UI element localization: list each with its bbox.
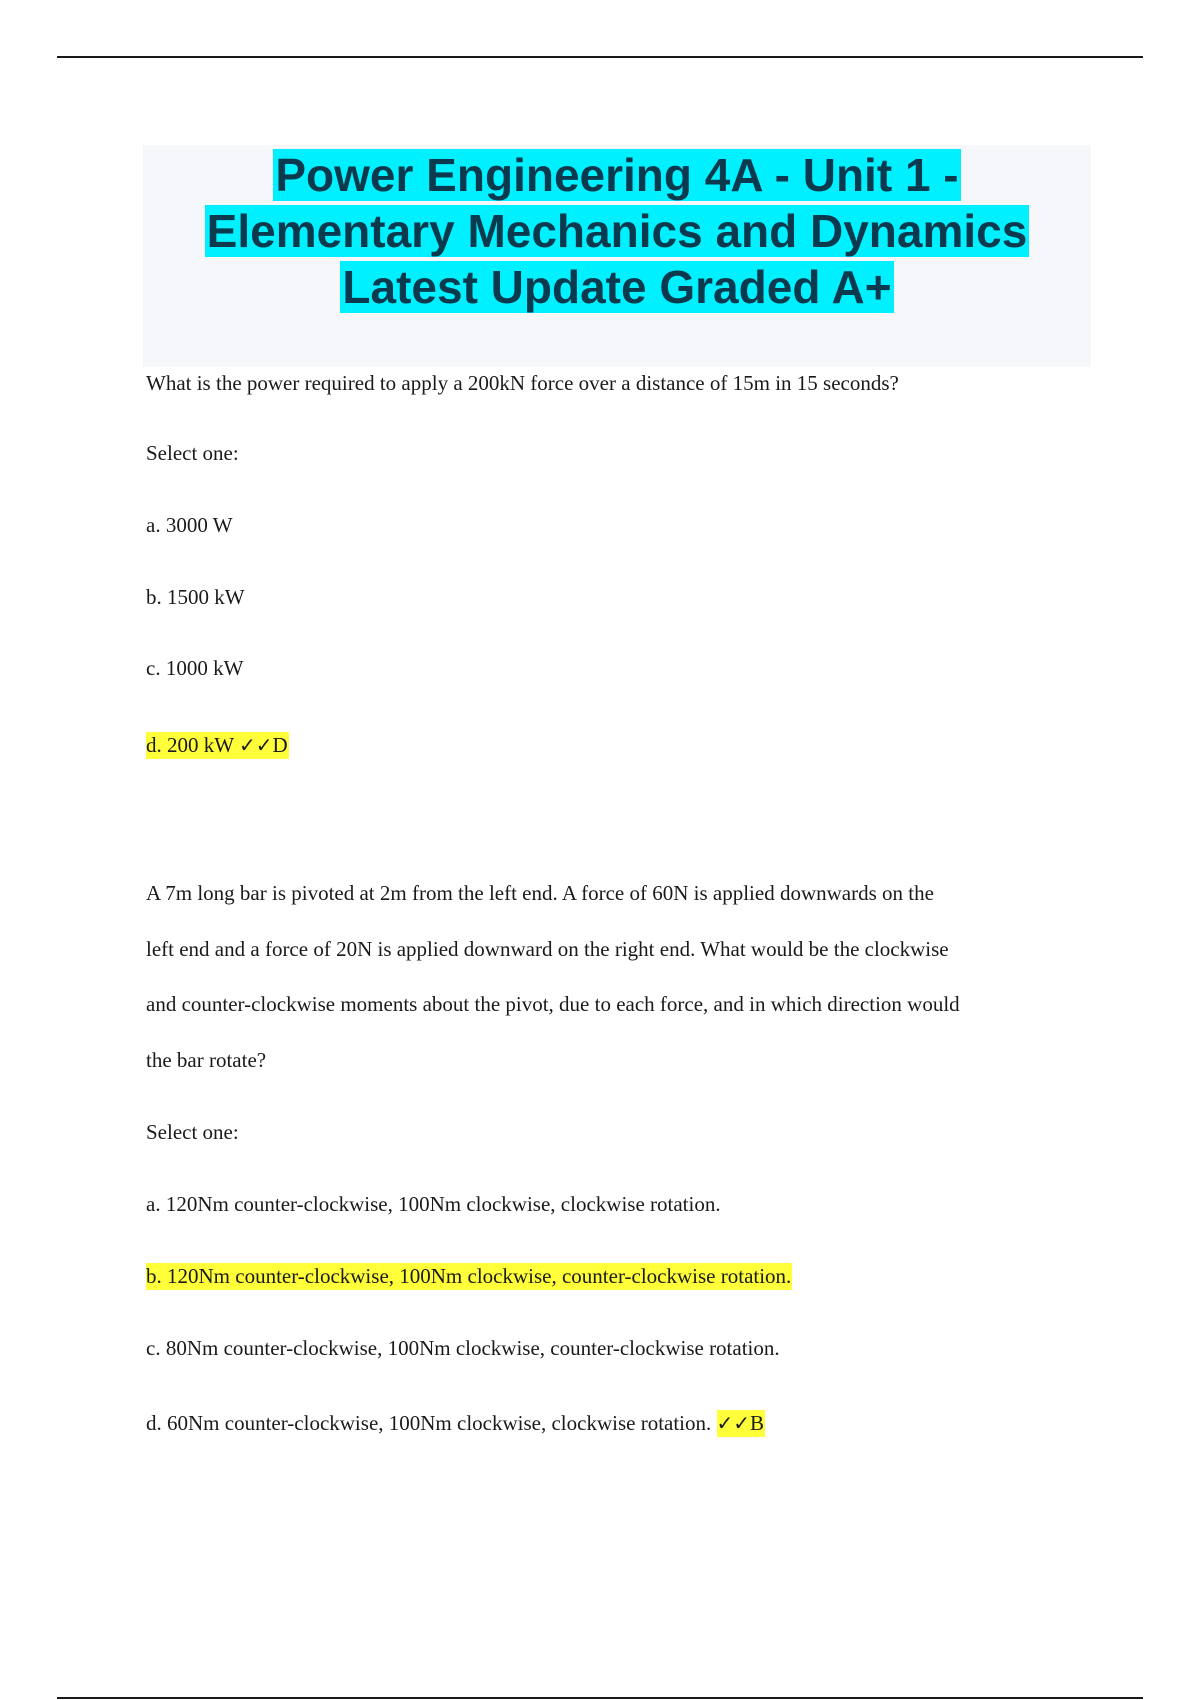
bottom-rule bbox=[57, 1697, 1143, 1699]
double-check-icon: ✓✓ bbox=[238, 733, 273, 757]
question-1-prompt: What is the power required to apply a 200kN force over a distance of 15m in 15 seconds? bbox=[146, 371, 899, 395]
double-check-icon: ✓✓ bbox=[716, 1411, 751, 1435]
question-1-select-label: Select one: bbox=[146, 441, 239, 465]
question-1-option-b: b. 1500 kW bbox=[146, 585, 245, 609]
question-2-option-b bbox=[146, 1262, 792, 1290]
title-line-2: Elementary Mechanics and Dynamics bbox=[206, 205, 1028, 257]
question-1-answer-letter: D bbox=[272, 733, 288, 757]
question-2-select-label: Select one: bbox=[146, 1120, 239, 1144]
question-2-prompt-line-4: the bar rotate? bbox=[146, 1048, 267, 1072]
question-2-option-c: c. 80Nm counter-clockwise, 100Nm clockwise, counter-clockwise rotation. bbox=[146, 1336, 780, 1360]
question-1-option-d-text: d. 200 kW bbox=[146, 733, 234, 757]
question-2-prompt-line-2: left end and a force of 20N is applied downward on the right end. What would be the clockwise bbox=[146, 937, 949, 961]
question-1-option-a: a. 3000 W bbox=[146, 513, 233, 537]
title-line-1: Power Engineering 4A - Unit 1 - bbox=[275, 149, 959, 201]
document-title bbox=[143, 147, 1091, 315]
question-2-prompt-line-1: A 7m long bar is pivoted at 2m from the left end. A force of 60N is applied downwards on the bbox=[146, 881, 934, 905]
question-1-option-c: c. 1000 kW bbox=[146, 656, 244, 680]
question-2-answer-mark bbox=[717, 1410, 766, 1437]
question-2-option-d-text: d. 60Nm counter-clockwise, 100Nm clockwise, clockwise rotation. bbox=[146, 1411, 712, 1435]
top-rule bbox=[57, 56, 1143, 58]
question-1-answer-highlight bbox=[146, 732, 289, 759]
title-line-3: Latest Update Graded A+ bbox=[342, 261, 892, 313]
question-2-answer-letter: B bbox=[750, 1411, 765, 1435]
question-1-option-d bbox=[146, 731, 289, 759]
title-block bbox=[143, 145, 1091, 367]
question-2-prompt-line-3: and counter-clockwise moments about the pivot, due to each force, and in which direction would bbox=[146, 992, 960, 1016]
question-2-option-d bbox=[146, 1409, 765, 1437]
question-2-option-a: a. 120Nm counter-clockwise, 100Nm clockwise, clockwise rotation. bbox=[146, 1192, 721, 1216]
question-2-answer-highlight: b. 120Nm counter-clockwise, 100Nm clockwise, counter-clockwise rotation. bbox=[146, 1264, 792, 1288]
